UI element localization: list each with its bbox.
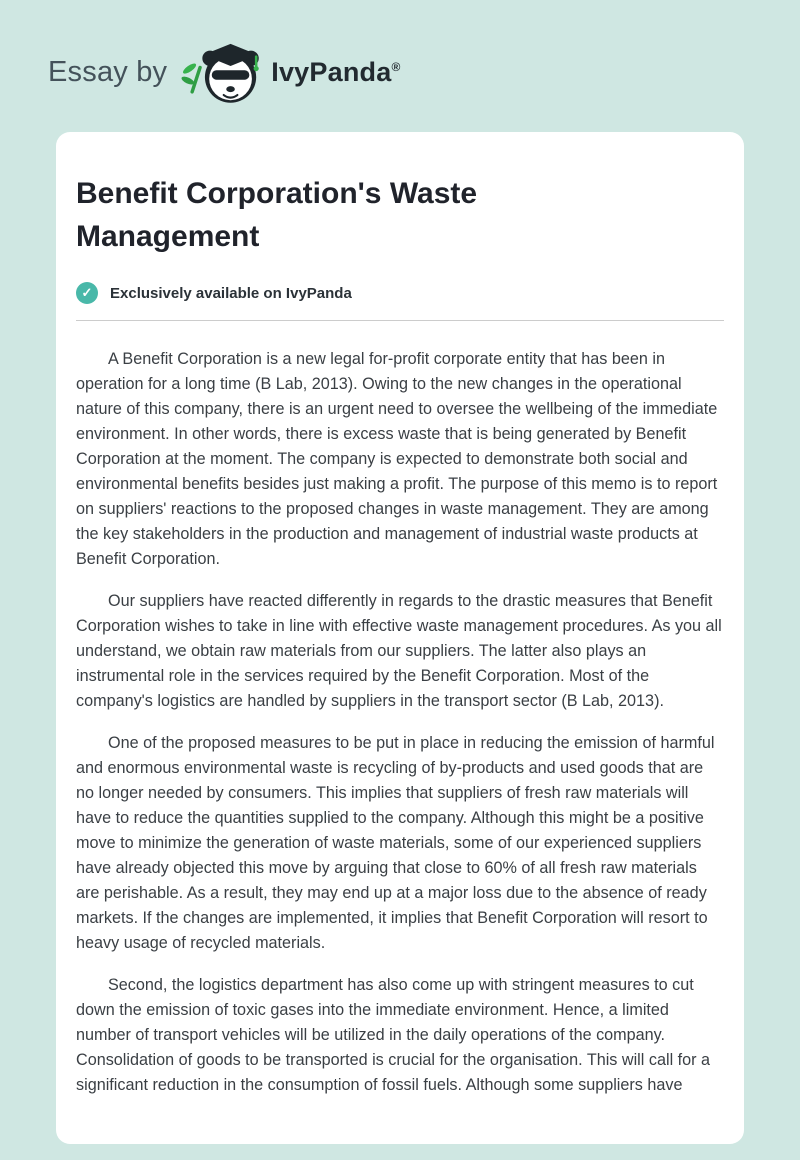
registered-mark: ® <box>391 59 401 74</box>
essay-body <box>76 347 724 1098</box>
essay-paragraph: One of the proposed measures to be put in place in reducing the emission of harmful and enormous environmental waste is recycling of by-products and used goods that are no longer needed by consumers. This implies that suppliers of fresh raw materials will have to reduce the quantities supplied to the company. Although this might be a positive move to minimize the generation of waste materials, some of our experienced suppliers have already objected this move by arguing that close to 60% of all fresh raw materials are perishable. As a result, they may end up at a major loss due to the absence of ready markets. If the changes are implemented, it implies that Benefit Corporation will resort to heavy usage of recycled materials. <box>76 734 715 952</box>
page-title: Benefit Corporation's Waste Management <box>76 177 478 253</box>
essay-paragraph: Our suppliers have reacted differently in regards to the drastic measures that Benefit Corporation wishes to take in line with effective waste management procedures. As you all understand, we obtain raw materials from our suppliers. The latter also plays an instrumental role in the services required by the Benefit Corporation. Most of the company's logistics are handled by suppliers in the transport sector (B Lab, 2013). <box>76 592 722 710</box>
essay-card <box>56 132 744 1144</box>
checkmark-icon: ✓ <box>76 282 98 304</box>
essay-paragraph: Second, the logistics department has also come up with stringent measures to cut down the emission of toxic gases into the immediate environment. Hence, a limited number of transport vehicles will be utilized in the daily operations of the company. Consolidation of goods to be transported is crucial for the organisation. This will call for a significant reduction in the consumption of fossil fuels. Although some suppliers have <box>76 976 711 1094</box>
essay-by-label: Essay by <box>48 55 168 88</box>
availability-badge <box>76 282 724 304</box>
divider <box>76 320 724 321</box>
essay-paragraph: A Benefit Corporation is a new legal for-profit corporate entity that has been in operation for a long time (B Lab, 2013). Owing to the new changes in the operational nature of this company, there is an urgent need to oversee the wellbeing of the immediate environment. In other words, there is excess waste that is being generated by Benefit Corporation at the moment. The company is expected to demonstrate both social and environmental benefits besides just making a profit. The purpose of this memo is to report on suppliers' reactions to the proposed changes in waste management. They are among the key stakeholders in the production and management of industrial waste products at Benefit Corporation. <box>76 350 718 568</box>
panda-logo-icon <box>181 36 263 108</box>
brand-name: IvyPanda® <box>271 56 401 87</box>
availability-text: Exclusively available on IvyPanda <box>110 284 352 302</box>
essay-header <box>0 0 800 108</box>
ivypanda-logo[interactable] <box>181 36 400 108</box>
